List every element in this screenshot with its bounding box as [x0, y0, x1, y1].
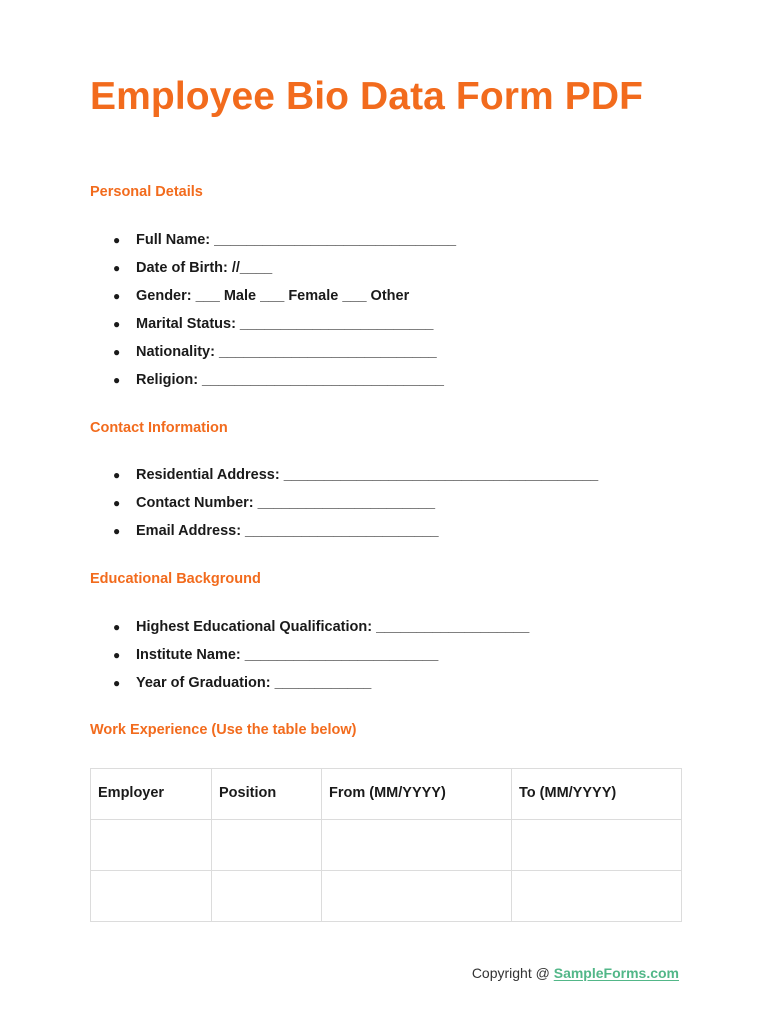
from-cell[interactable]: [322, 871, 512, 922]
employer-cell[interactable]: [91, 871, 212, 922]
bullet-icon: ●: [113, 373, 121, 387]
gender-field: Gender: ___ Male ___ Female ___ Other: [136, 288, 410, 304]
work-experience-heading: Work Experience (Use the table below): [90, 722, 357, 738]
work-experience-table: [90, 768, 682, 922]
bullet-icon: ●: [113, 233, 121, 247]
position-cell[interactable]: [212, 871, 322, 922]
employer-cell[interactable]: [91, 820, 212, 871]
bullet-icon: ●: [113, 620, 121, 634]
column-header-position: Position: [212, 769, 322, 820]
page-title: Employee Bio Data Form PDF: [90, 75, 644, 118]
institute-name-field: Institute Name: ________________________: [136, 647, 439, 663]
from-cell[interactable]: [322, 820, 512, 871]
bullet-icon: ●: [113, 261, 121, 275]
date-of-birth-field: Date of Birth: //____: [136, 260, 273, 276]
bullet-icon: ●: [113, 524, 121, 538]
copyright-text: Copyright @: [471, 965, 554, 981]
brand-link[interactable]: SampleForms.com: [553, 965, 679, 981]
bullet-icon: ●: [113, 676, 121, 690]
position-cell[interactable]: [212, 820, 322, 871]
table-row: [91, 820, 682, 871]
personal-details-heading: Personal Details: [90, 184, 203, 200]
column-header-from: From (MM/YYYY): [322, 769, 512, 820]
bullet-icon: ●: [113, 648, 121, 662]
residential-address-field: Residential Address: _______________________________________: [136, 467, 599, 483]
to-cell[interactable]: [512, 820, 682, 871]
to-cell[interactable]: [512, 871, 682, 922]
marital-status-field: Marital Status: ________________________: [136, 316, 434, 332]
bullet-icon: ●: [113, 289, 121, 303]
column-header-to: To (MM/YYYY): [512, 769, 682, 820]
column-header-employer: Employer: [91, 769, 212, 820]
religion-field: Religion: ______________________________: [136, 372, 444, 388]
full-name-field: Full Name: ______________________________: [136, 232, 457, 248]
contact-information-heading: Contact Information: [90, 420, 228, 436]
table-header-row: [91, 769, 682, 820]
contact-number-field: Contact Number: ______________________: [136, 495, 436, 511]
bullet-icon: ●: [113, 345, 121, 359]
bullet-icon: ●: [113, 468, 121, 482]
nationality-field: Nationality: ___________________________: [136, 344, 437, 360]
footer-copyright: [472, 965, 679, 981]
bullet-icon: ●: [113, 317, 121, 331]
bullet-icon: ●: [113, 496, 121, 510]
table-row: [91, 871, 682, 922]
year-of-graduation-field: Year of Graduation: ____________: [136, 675, 372, 691]
email-address-field: Email Address: ________________________: [136, 523, 439, 539]
educational-background-heading: Educational Background: [90, 571, 261, 587]
qualification-field: Highest Educational Qualification: ___________________: [136, 619, 530, 635]
